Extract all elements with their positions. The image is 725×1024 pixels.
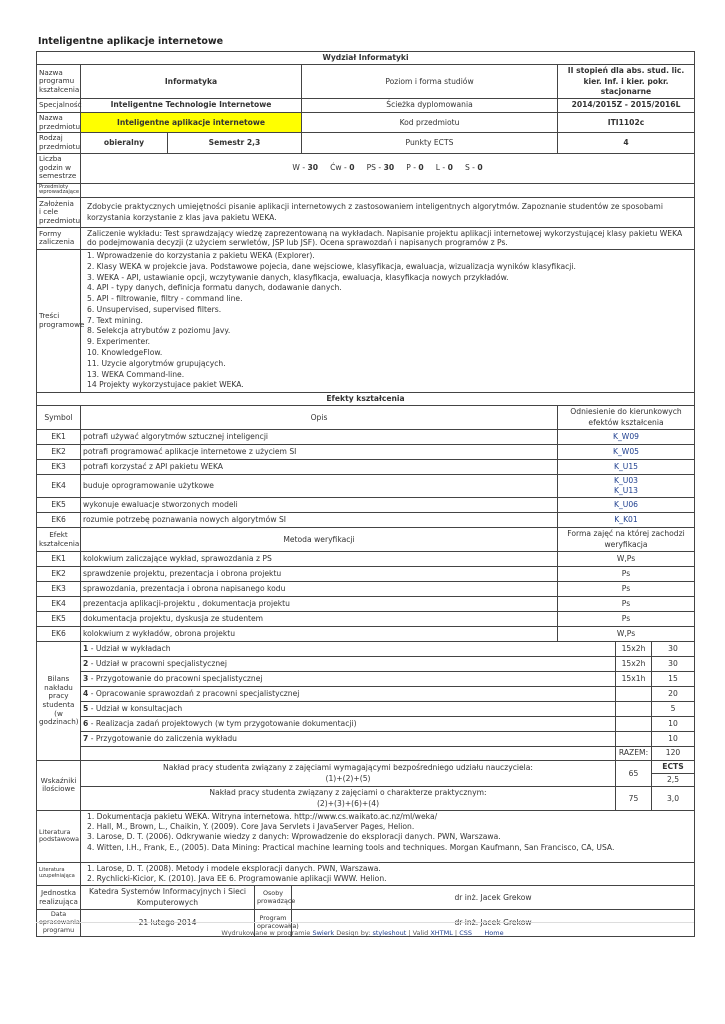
indicator-practical-hours: 75	[616, 787, 652, 811]
code-value: ITI1102c	[558, 113, 695, 133]
path-value: 2014/2015Z - 2015/2016L	[558, 99, 695, 113]
hours-lecture: W - 30	[292, 162, 319, 172]
footer-css-link[interactable]: CSS	[459, 929, 472, 937]
literature-extra-label: Literatura uzupełniająca	[37, 862, 81, 886]
effect-desc: potrafi programować aplikacje internetowe z użyciem SI	[81, 444, 558, 459]
list-item: 3. Larose, D. T. (2006). Odkrywanie wiedzy z danych: Wprowadzenie do eksploracji danych. PWN, Warszawa.	[87, 832, 501, 842]
list-item: 6. Unsupervised, supervised filters.	[87, 304, 222, 314]
list-item: 1. Wprowadzenie do korzystania z pakietu WEKA (Explorer).	[87, 250, 315, 260]
date-value: 21 lutego 2014	[81, 909, 255, 936]
effect-ref: K_U06	[558, 498, 695, 513]
verif-method: kolokwium z wykładów, obrona projektu	[81, 626, 558, 641]
verif-symbol: EK3	[37, 581, 81, 596]
hours-project: P - 0	[406, 162, 424, 172]
type-label: Rodzaj przedmiotu	[37, 133, 81, 153]
hours-value	[81, 153, 695, 183]
list-item: 10. KnowledgeFlow.	[87, 348, 163, 357]
goals-label: Założenia i cele przedmiotu	[37, 198, 81, 228]
verif-form: Ps	[558, 596, 695, 611]
workload-total: 120	[652, 746, 695, 760]
workload-item: 1 - Udział w wykładach	[81, 641, 616, 656]
workload-item: 4 - Opracowanie sprawozdań z pracowni specjalistycznej	[81, 686, 616, 701]
effect-symbol: EK2	[37, 444, 81, 459]
effect-symbol: EK6	[37, 513, 81, 528]
unit-label: Jednostka realizująca	[37, 886, 81, 910]
workload-total-label: RAZEM:	[616, 746, 652, 760]
semester-value: Semestr 2,3	[168, 133, 302, 153]
workload-calc	[616, 731, 652, 746]
literature-basic-list	[81, 810, 695, 862]
verif-symbol: EK4	[37, 596, 81, 611]
list-item: 7. Text mining.	[87, 315, 143, 325]
indicator-practical-ects: 3,0	[652, 787, 695, 811]
effect-ref: K_W09	[558, 429, 695, 444]
effect-symbol: EK5	[37, 498, 81, 513]
verif-symbol: EK1	[37, 551, 81, 566]
workload-calc: 15x1h	[616, 671, 652, 686]
verif-method: kolokwium zaliczające wykład, sprawozdania z PS	[81, 551, 558, 566]
effect-desc: potrafi korzystać z API pakietu WEKA	[81, 459, 558, 474]
effect-symbol: EK3	[37, 459, 81, 474]
verif-form: Ps	[558, 581, 695, 596]
literature-basic-label: Literatura podstawowa	[37, 810, 81, 862]
workload-spacer	[81, 746, 616, 760]
workload-calc: 15x2h	[616, 641, 652, 656]
effect-ref: K_K01	[558, 513, 695, 528]
effect-desc: wykonuje ewaluacje stworzonych modeli	[81, 498, 558, 513]
hours-exercises: Ćw - 0	[330, 162, 355, 172]
level-value: II stopień dla abs. stud. lic. kier. Inf. i kier. pokr. stacjonarne	[558, 65, 695, 99]
indicator-direct-hours: 65	[616, 760, 652, 787]
workload-hours: 20	[652, 686, 695, 701]
effect-desc: rozumie potrzebę poznawania nowych algorytmów SI	[81, 513, 558, 528]
list-item: 2. Hall, M., Brown, L., Chaikin, Y. (2009). Core Java Servlets i JavaServer Pages, Helion.	[87, 822, 415, 832]
path-label: Ścieżka dyplomowania	[302, 99, 558, 113]
indicator-direct-text: Nakład pracy studenta związany z zajęciami wymagającymi bezpośredniego udziału nauczyciela:	[163, 763, 533, 773]
workload-hours: 30	[652, 641, 695, 656]
list-item: 3. WEKA - API, ustawianie opcji, wczytywanie danych, klasyfikacja, ewaluacja, klasyfikacja nowych przykładów.	[87, 272, 509, 282]
verif-symbol: EK5	[37, 611, 81, 626]
hours-ps: PS - 30	[366, 162, 395, 172]
list-item: 2. Rychlicki-Kicior, K. (2010). Java EE 6. Programowanie aplikacji WWW. Helion.	[87, 874, 387, 884]
effects-col-desc: Opis	[81, 406, 558, 430]
code-label: Kod przedmiotu	[302, 113, 558, 133]
footer-home-link[interactable]: Home	[484, 929, 504, 937]
verif-form: Ps	[558, 566, 695, 581]
ects-header: ECTS	[652, 760, 695, 773]
prereq-value	[81, 183, 695, 197]
indicators-label: Wskaźniki ilościowe	[37, 760, 81, 810]
footer-prefix: Wydrukowane w programie	[221, 929, 313, 937]
effects-col-ref: Odniesienie do kierunkowych efektów kształcenia	[558, 406, 695, 430]
verif-col-form: Forma zajęć na której zachodzi weryfikacja	[558, 528, 695, 552]
workload-hours: 10	[652, 716, 695, 731]
ects-value: 4	[558, 133, 695, 153]
verif-method: sprawdzenie projektu, prezentacja i obrona projektu	[81, 566, 558, 581]
verif-method: dokumentacja projektu, dyskusja ze studentem	[81, 611, 558, 626]
verif-form: W,Ps	[558, 551, 695, 566]
verif-form: Ps	[558, 611, 695, 626]
author-value: dr inż. Jacek Grekow	[292, 909, 695, 936]
verif-symbol: EK6	[37, 626, 81, 641]
list-item: 11. Uzycie algorytmów grupujących.	[87, 358, 226, 368]
footer-styleshout-link[interactable]: styleshout	[372, 929, 407, 937]
forms-value: Zaliczenie wykładu: Test sprawdzający wiedzę zaprezentowaną na wykładach. Napisanie projektu aplikacji internetowej wykorzystującej klasy pakietu WEKA do podejmowania decyzji (z użyciem serwletów, JSP lub JSF). Ocena sprawozdań i napisanych programów z Ps.	[81, 228, 695, 250]
program-label: Nazwa programu kształcenia	[37, 65, 81, 99]
indicator-direct-ects: 2,5	[652, 774, 695, 787]
effect-symbol: EK1	[37, 429, 81, 444]
effects-col-symbol: Symbol	[37, 406, 81, 430]
goals-value: Zdobycie praktycznych umiejętności pisanie aplikacji internetowych z zastosowaniem inteligentnych algorytmów. Zapoznanie studentów ze sposobami korzystania korzystanie z klas java pakietu WEKA.	[81, 198, 695, 228]
workload-item: 2 - Udział w pracowni specjalistycznej	[81, 656, 616, 671]
effect-ref: K_U15	[558, 459, 695, 474]
effect-ref-line: K_U13	[614, 486, 638, 496]
verif-method: sprawozdania, prezentacja i obrona napisanego kodu	[81, 581, 558, 596]
indicator-practical	[81, 787, 616, 811]
list-item: 14 Projekty wykorzystujace pakiet WEKA.	[87, 380, 244, 390]
indicator-direct	[81, 760, 616, 787]
content-label: Treści programowe	[37, 249, 81, 392]
workload-hours: 30	[652, 656, 695, 671]
footer-app-link[interactable]: Swierk	[312, 929, 335, 937]
list-item: 4. API - typy danych, definicja formatu danych, dodawanie danych.	[87, 283, 342, 293]
literature-extra-list	[81, 862, 695, 886]
list-item: 1. Larose, D. T. (2008). Metody i modele eksploracji danych. PWN, Warszawa.	[87, 863, 381, 873]
footer-design: Design by:	[334, 929, 373, 937]
program-value: Informatyka	[81, 65, 302, 99]
type-value: obieralny	[81, 133, 168, 153]
list-item: 9. Experimenter.	[87, 337, 151, 347]
effect-desc: buduje oprogramowanie użytkowe	[81, 474, 558, 498]
indicator-direct-formula: (1)+(2)+(5)	[325, 773, 371, 783]
workload-calc	[616, 716, 652, 731]
verif-col-method: Metoda weryfikacji	[81, 528, 558, 552]
footer-valid: | Valid	[406, 929, 431, 937]
effect-ref	[558, 474, 695, 498]
persons-label: Osoby prowadzące	[255, 886, 292, 910]
workload-label: Bilans nakładu pracy studenta (w godzinach)	[37, 641, 81, 760]
date-label: Data opracowania programu	[37, 909, 81, 936]
hours-lab: L - 0	[435, 162, 453, 172]
effect-ref: K_W05	[558, 444, 695, 459]
workload-hours: 10	[652, 731, 695, 746]
workload-hours: 5	[652, 701, 695, 716]
footer-divider	[36, 922, 694, 923]
workload-item: 5 - Udział w konsultacjach	[81, 701, 616, 716]
hours-seminar: S - 0	[464, 162, 483, 172]
level-label: Poziom i forma studiów	[302, 65, 558, 99]
verif-form: W,Ps	[558, 626, 695, 641]
footer-sep: |	[452, 929, 460, 937]
subject-value: Inteligentne aplikacje internetowe	[81, 113, 302, 133]
subject-label: Nazwa przedmiotu	[37, 113, 81, 133]
page-title: Inteligentne aplikacje internetowe	[38, 36, 224, 47]
prereq-label: Przedmioty wprowadzające	[37, 183, 81, 197]
spec-value: Inteligentne Technologie Internetowe	[81, 99, 302, 113]
spec-label: Specjalność	[37, 99, 81, 113]
footer-xhtml-link[interactable]: XHTML	[430, 929, 453, 937]
content-list	[81, 249, 695, 392]
ects-label: Punkty ECTS	[302, 133, 558, 153]
verif-col-symbol: Efekt kształcenia	[37, 528, 81, 552]
footer	[0, 929, 725, 937]
indicator-practical-formula: (2)+(3)+(6)+(4)	[316, 798, 380, 808]
author-label: Program opracował(a)	[255, 909, 292, 936]
effects-header: Efekty kształcenia	[37, 393, 695, 406]
faculty-header: Wydział Informatyki	[37, 52, 695, 65]
verif-method: prezentacja aplikacji-projektu , dokumentacja projektu	[81, 596, 558, 611]
list-item: 8. Selekcja atrybutów z poziomu Javy.	[87, 326, 231, 336]
list-item: 1. Dokumentacja pakietu WEKA. Witryna internetowa. http://www.cs.waikato.ac.nz/ml/weka/	[87, 811, 438, 821]
list-item: 5. API - filtrowanie, filtry - command line.	[87, 294, 243, 304]
workload-item: 3 - Przygotowanie do pracowni specjalistycznej	[81, 671, 616, 686]
list-item: 13. WEKA Command-line.	[87, 369, 185, 379]
workload-calc	[616, 686, 652, 701]
effect-ref-line: K_U03	[614, 475, 638, 485]
effect-desc: potrafi używać algorytmów sztucznej inteligencji	[81, 429, 558, 444]
workload-hours: 15	[652, 671, 695, 686]
list-item: 4. Witten, I.H., Frank, E., (2005). Data Mining: Practical machine learning tools and techniques. Morgan Kaufmann, San Francisco, CA, USA.	[87, 842, 615, 852]
forms-label: Formy zaliczenia	[37, 228, 81, 250]
workload-item: 7 - Przygotowanie do zaliczenia wykładu	[81, 731, 616, 746]
hours-label: Liczba godzin w semestrze	[37, 153, 81, 183]
workload-item: 6 - Realizacja zadań projektowych (w tym przygotowanie dokumentacji)	[81, 716, 616, 731]
unit-value: Katedra Systemów Informacyjnych i Sieci Komputerowych	[81, 886, 255, 910]
list-item: 2. Klasy WEKA w projekcie java. Podstawowe pojecia, dane wejsciowe, klasyfikacja, ewaluacja, wizualizacja wyników klasyfikacji.	[87, 261, 576, 271]
indicator-practical-text: Nakład pracy studenta związany z zajęciami o charakterze praktycznym:	[209, 788, 487, 798]
workload-calc	[616, 701, 652, 716]
syllabus-table	[36, 51, 695, 937]
effect-symbol: EK4	[37, 474, 81, 498]
workload-calc: 15x2h	[616, 656, 652, 671]
verif-symbol: EK2	[37, 566, 81, 581]
persons-value: dr inż. Jacek Grekow	[292, 886, 695, 910]
